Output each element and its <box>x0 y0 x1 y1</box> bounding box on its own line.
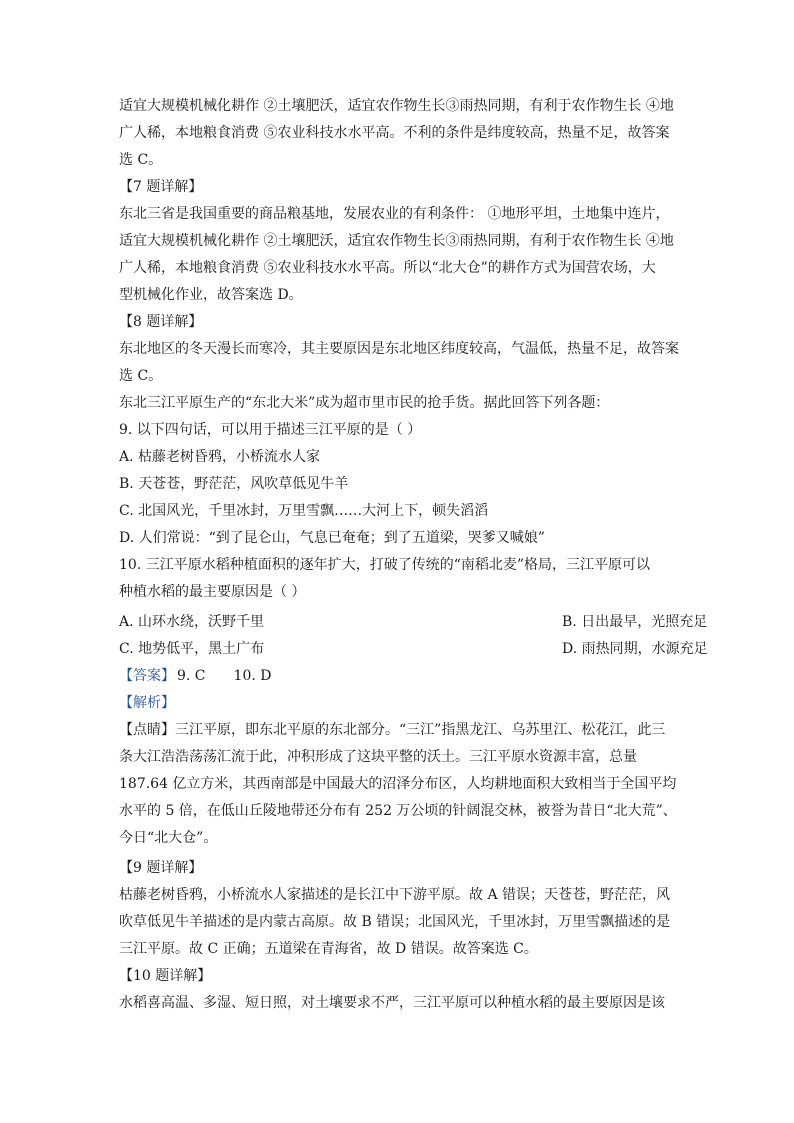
answer-q10: 10. D <box>233 668 272 684</box>
question-10: 10. 三江平原水稻种植面积的逐年扩大，打破了传统的“南稻北麦”格局，三江平原可以 <box>119 557 651 573</box>
dianjing-line-4: 水平的 5 倍，在低山丘陵地带还分布有 252 万公顷的针阔混交林，被誉为昔日“北大荒”、 <box>119 803 677 819</box>
answer-line <box>119 666 271 686</box>
dianjing-line-1 <box>119 720 665 740</box>
q9-option-a: A. 枯藤老树昏鸦，小桥流水人家 <box>119 449 321 465</box>
text-line: 选 C。 <box>119 368 163 384</box>
text-line: 选 C。 <box>119 152 163 168</box>
q10-option-c: C. 地势低平，黑土广布 <box>119 641 265 657</box>
section-heading-q8: 【8 题详解】 <box>119 314 203 330</box>
q9-detail-line-2: 吹草低见牛羊描述的是内蒙古高原。故 B 错误；北国风光，千里冰封，万里雪飘描述的是 <box>119 914 671 930</box>
text-line: 东北三省是我国重要的商品粮基地，发展农业的有利条件： ①地形平坦，土地集中连片， <box>119 206 670 222</box>
section-heading-q7: 【7 题详解】 <box>119 179 203 195</box>
dianjing-line-3: 187.64 亿立方米，其西南部是中国最大的沼泽分布区，人均耕地面积大致相当于全国平均 <box>119 776 677 792</box>
question-stem-intro: 东北三江平原生产的“东北大米”成为超市里市民的抢手货。据此回答下列各题： <box>119 395 610 411</box>
answer-q9: 9. C <box>177 668 206 684</box>
dianjing-text: 三江平原，即东北平原的东北部分。“三江”指黑龙江、乌苏里江、松花江，此三 <box>175 722 666 738</box>
q10-options-row-2 <box>119 639 708 659</box>
q10-options-row-1 <box>119 612 708 632</box>
dianjing-line-2: 条大江浩浩荡荡汇流于此，冲积形成了这块平整的沃土。三江平原水资源丰富，总量 <box>119 749 637 765</box>
text-line: 型机械化作业，故答案选 D。 <box>119 287 303 303</box>
analysis-label: 【解析】 <box>119 695 175 711</box>
q9-detail-line-1: 枯藤老树昏鸦，小桥流水人家描述的是长江中下游平原。故 A 错误；天苍苍，野茫茫，风 <box>119 887 671 903</box>
text-line: 适宜大规模机械化耕作 ②土壤肥沃，适宜农作物生长③雨热同期，有利于农作物生长 ④地 <box>119 98 674 114</box>
q9-option-c: C. 北国风光，千里冰封，万里雪飘……大河上下，顿失滔滔 <box>119 503 489 519</box>
text-line: 适宜大规模机械化耕作 ②土壤肥沃，适宜农作物生长③雨热同期，有利于农作物生长 ④地 <box>119 233 674 249</box>
dianjing-line-5: 今日“北大仓”。 <box>119 830 218 846</box>
answer-label: 【答案】 <box>119 668 175 684</box>
q10-option-b: B. 日出最早，光照充足 <box>562 614 708 630</box>
text-line: 东北地区的冬天漫长而寒冷，其主要原因是东北地区纬度较高，气温低，热量不足，故答案 <box>119 341 679 357</box>
q9-detail-line-3: 三江平原。故 C 正确；五道梁在青海省，故 D 错误。故答案选 C。 <box>119 941 538 957</box>
q10-detail-line-1: 水稻喜高温、多湿、短日照，对土壤要求不严，三江平原可以种植水稻的最主要原因是该 <box>119 995 665 1011</box>
section-heading-q9-detail: 【9 题详解】 <box>119 860 203 876</box>
q10-option-d: D. 雨热同期，水源充足 <box>562 641 708 657</box>
text-line: 广人稀，本地粮食消费 ⑤农业科技水水平高。所以“北大仓”的耕作方式为国营农场，大 <box>119 260 656 276</box>
section-heading-q10-detail: 【10 题详解】 <box>119 968 212 984</box>
q9-option-d: D. 人们常说：“到了昆仑山，气息已奄奄；到了五道梁，哭爹又喊娘” <box>119 530 545 546</box>
question-10-cont: 种植水稻的最主要原因是（ ） <box>119 584 306 600</box>
q9-option-b: B. 天苍苍，野茫茫，风吹草低见牛羊 <box>119 476 349 492</box>
text-line: 广人稀，本地粮食消费 ⑤农业科技水水平高。不利的条件是纬度较高，热量不足，故答案 <box>119 125 670 141</box>
q10-option-a: A. 山环水绕，沃野千里 <box>119 614 265 630</box>
dianjing-label: 【点睛】 <box>119 722 175 738</box>
question-9: 9. 以下四句话，可以用于描述三江平原的是（ ） <box>119 422 422 438</box>
